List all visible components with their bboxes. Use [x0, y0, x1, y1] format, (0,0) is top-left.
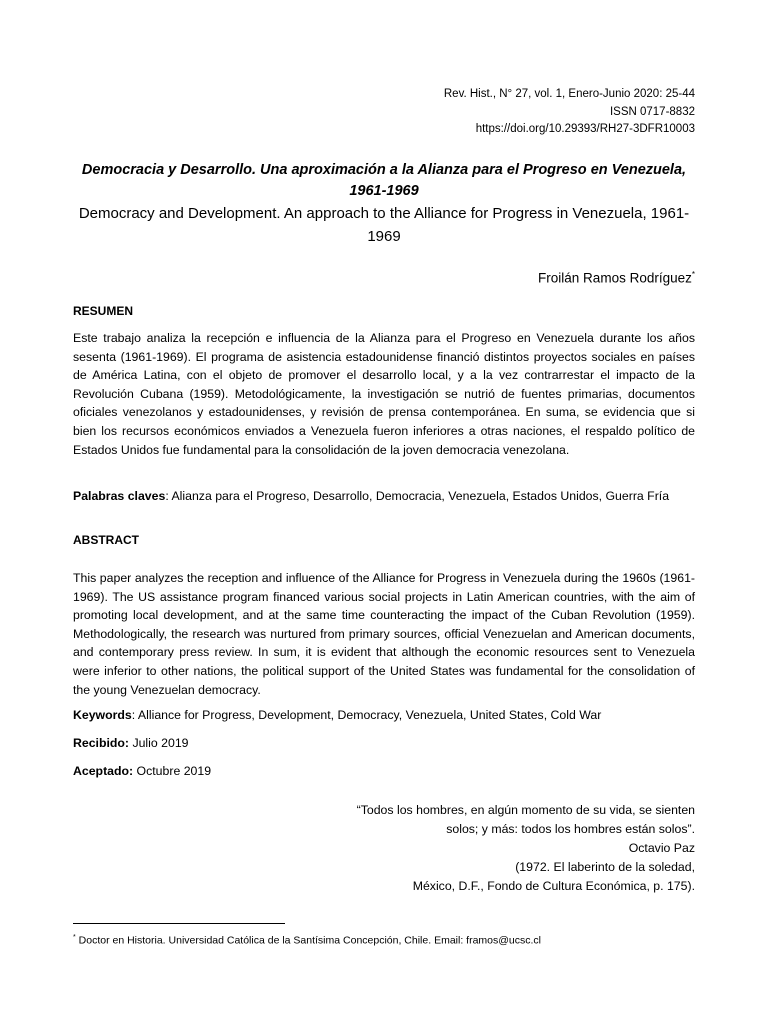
epigraph-author: Octavio Paz	[628, 841, 695, 855]
recibido-value: Julio 2019	[129, 736, 189, 750]
footnote-divider	[73, 923, 285, 924]
abstract-body: This paper analyzes the reception and influence of the Alliance for Progress in Venezuela during the 1960s (1961-1969). The US assistance program financed various social projects in Latin American countries, with the aim of promoting local development, and at the same time counteracting the impact of the Cuban Revolution (1959). Methodologically, the research was nurtured from primary sources, official Venezuelan and American documents, and contemporary press review. In sum, it is evident that although the economic resources sent to Venezuela were inferior to other nations, the political support of the United States was fundamental for the consolidation of the young Venezuelan democracy.	[73, 571, 695, 697]
footnote-text: Doctor en Historia. Universidad Católica de la Santísima Concepción, Chile. Email: framos@ucsc.cl	[75, 934, 541, 947]
author-footnote-mark: *	[691, 270, 695, 279]
epigraph-quote-line-2: solos; y más: todos los hombres están solos”.	[446, 822, 695, 836]
epigraph-source-line-2: México, D.F., Fondo de Cultura Económica, p. 175).	[412, 879, 695, 893]
author-line	[538, 270, 695, 286]
issn-line: ISSN 0717-8832	[609, 105, 695, 118]
title-english: Democracy and Development. An approach to the Alliance for Progress in Venezuela, 1961-1969	[78, 205, 690, 245]
doi-link[interactable]: https://doi.org/10.29393/RH27-3DFR10003	[475, 123, 695, 135]
aceptado-value: Octubre 2019	[133, 764, 212, 778]
aceptado-label: Aceptado:	[73, 764, 134, 778]
aceptado	[73, 764, 211, 778]
footnote-mark: *	[73, 934, 76, 941]
citation-line: Rev. Hist., N° 27, vol. 1, Enero-Junio 2020: 25-44	[443, 88, 695, 100]
resumen-heading: RESUMEN	[73, 304, 134, 318]
footnote	[73, 934, 541, 947]
recibido-label: Recibido:	[73, 736, 130, 750]
title-spanish: Democracia y Desarrollo. Una aproximación a la Alianza para el Progreso en Venezuela, 1961-1969	[81, 162, 687, 199]
palabras-claves-label: Palabras claves	[73, 489, 166, 503]
palabras-claves-value: : Alianza para el Progreso, Desarrollo, Democracia, Venezuela, Estados Unidos, Guerra Fría	[165, 489, 670, 503]
epigraph-quote-line-1: “Todos los hombres, en algún momento de su vida, se sienten	[356, 803, 695, 817]
keywords-value: : Alliance for Progress, Development, Democracy, Venezuela, United States, Cold War	[131, 708, 602, 722]
epigraph-source-line-1: (1972. El laberinto de la soledad,	[515, 860, 695, 874]
epigraph	[295, 801, 695, 896]
recibido	[73, 736, 189, 750]
abstract-heading: ABSTRACT	[73, 533, 139, 547]
palabras-claves	[73, 487, 695, 506]
title-block	[73, 160, 695, 248]
keywords	[73, 708, 601, 722]
author-name: Froilán Ramos Rodríguez	[538, 270, 692, 286]
journal-header	[444, 86, 695, 139]
resumen-body: Este trabajo analiza la recepción e influencia de la Alianza para el Progreso en Venezuela durante los años sesenta (1961-1969). El programa de asistencia estadounidense financió distintos proyectos sociales en países de América Latina, con el objeto de promover el desarrollo local, y a la vez contrarrestar el impacto de la Revolución Cubana (1959). Metodológicamente, la investigación se nutrió de fuentes primarias, documentos oficiales venezolanos y estadounidenses, y revisión de prensa contemporánea. En suma, se evidencia que si bien los recursos económicos enviados a Venezuela fueron inferiores a otras naciones, el respaldo político de Estados Unidos fue fundamental para la consolidación de la joven democracia venezolana.	[73, 331, 695, 457]
keywords-label: Keywords	[73, 708, 132, 722]
